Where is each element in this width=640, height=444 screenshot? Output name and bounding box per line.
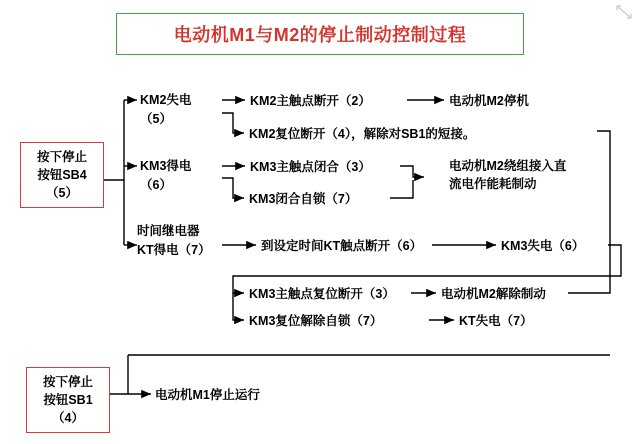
node-km3-deenergized: KM3失电（6） [501,239,585,253]
node-m1-stop-running: 电动机M1停止运行 [155,388,260,402]
node-km3-self-lock-release: KM3复位解除自锁（7） [249,314,383,328]
node-press-sb1-line1: 按下停止 [42,375,93,389]
node-km3-main-contact-reset: KM3主触点复位断开（3） [249,287,395,301]
node-press-sb4-line3: （5） [46,186,78,201]
node-km3-self-lock: KM3闭合自锁（7） [249,192,358,206]
expand-icon [616,5,632,19]
node-m2-stop: 电动机M2停机 [449,94,529,108]
diagram-title-box [116,13,524,55]
node-m2-release-brake: 电动机M2解除制动 [441,287,546,301]
node-km3-main-contact-close: KM3主触点闭合（3） [250,160,371,174]
node-m2-dc-braking [449,157,566,193]
node-press-sb4-line2: 按钮SB4 [37,168,87,183]
node-press-sb1-line2: 按钮SB1 [43,393,93,408]
node-km2-deenergized [140,91,191,129]
node-km2-deenergized-line1: KM2失电 [140,93,192,107]
node-kt-deenergized: KT失电（7） [459,314,533,328]
node-kt-timeout-contact-open: 到设定时间KT触点断开（6） [261,239,423,253]
node-press-sb1-line3: （4） [52,411,84,426]
node-km2-deenergized-line2: （5） [140,111,172,126]
node-m2-dc-braking-line1: 电动机M2绕组接入直 [449,159,567,173]
node-km3-energized [140,157,191,195]
node-press-sb4 [20,142,104,208]
node-km3-energized-line2: （6） [140,177,172,192]
node-km2-reset-open: KM2复位断开（4），解除对SB1的短接。 [249,127,476,141]
node-km3-energized-line1: KM3得电 [140,159,192,173]
page-title: 电动机M1与M2的停止制动控制过程 [173,25,467,45]
node-kt-energized-line1: 时间继电器 [137,224,200,238]
node-press-sb1 [26,367,110,433]
node-m2-dc-braking-line2: 流电作能耗制动 [449,177,537,192]
node-kt-energized-line2: KT得电（7） [137,242,211,257]
node-kt-energized [137,222,211,260]
node-km2-main-contact-open: KM2主触点断开（2） [250,94,371,108]
node-press-sb4-line1: 按下停止 [36,150,87,164]
